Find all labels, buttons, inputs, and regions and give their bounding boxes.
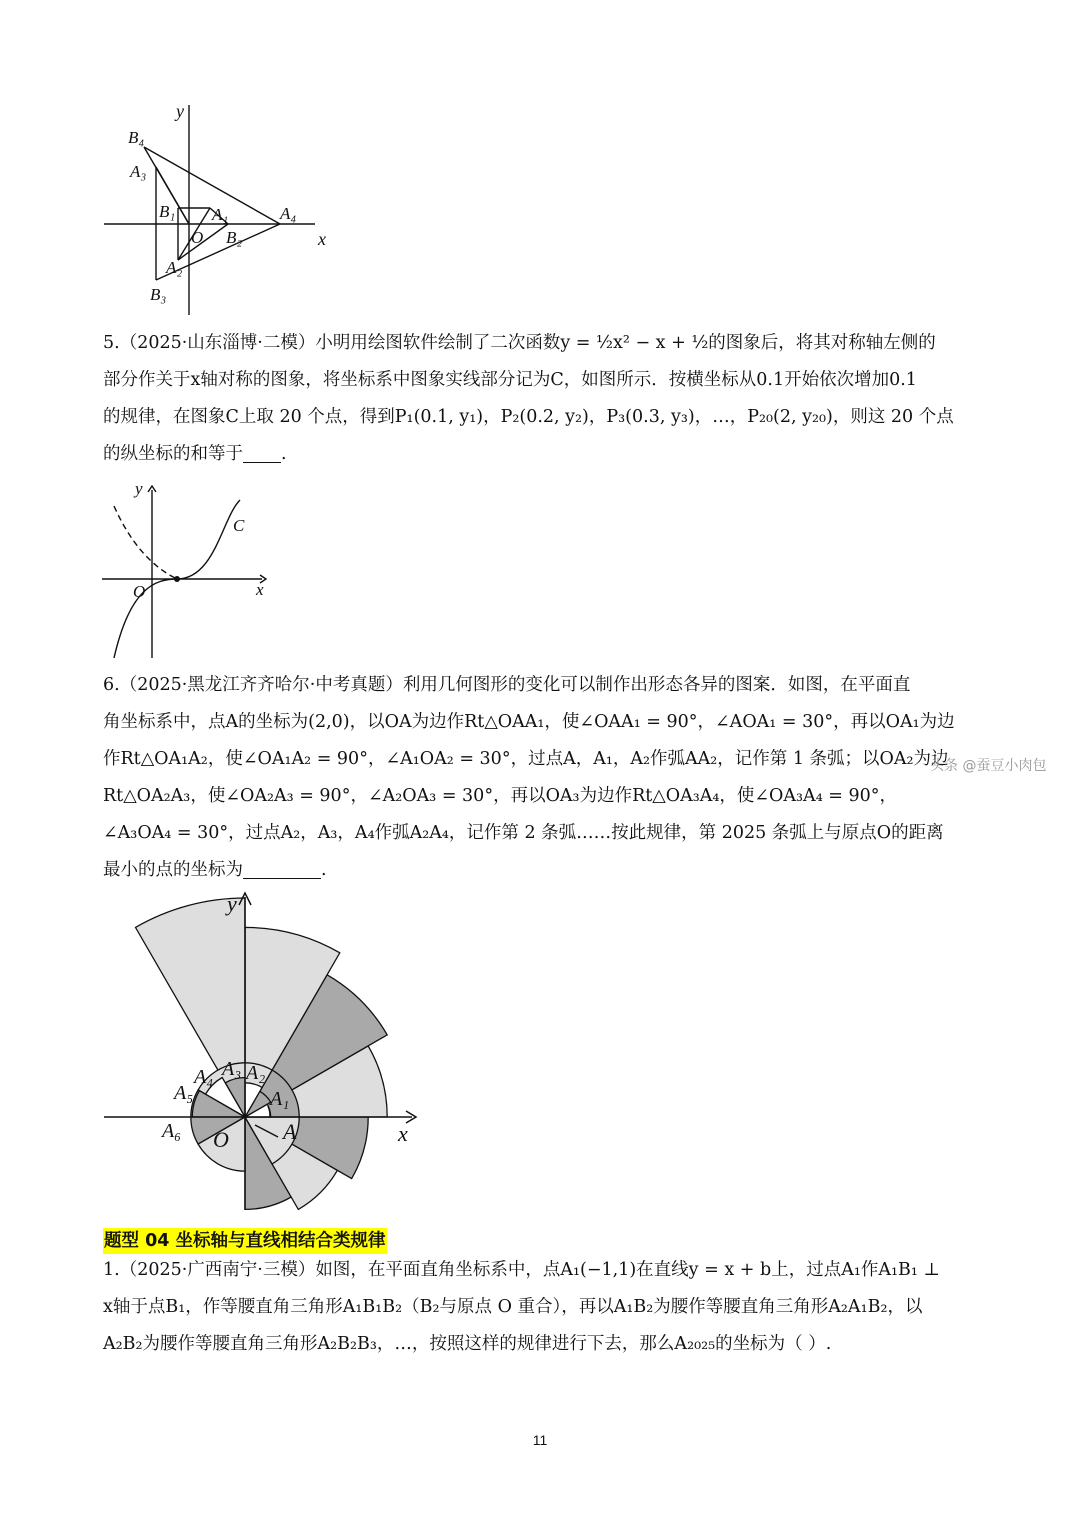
label-y: y xyxy=(176,101,184,121)
answer-blank-5[interactable] xyxy=(243,442,281,463)
section-heading: 题型 04 坐标轴与直线相结合类规律 xyxy=(103,1228,387,1254)
problem-5-line-1: 5.（2025·山东淄博·二模）小明用绘图软件绘制了二次函数y = ½x² − x + ½的图象后，将其对称轴左侧的 xyxy=(103,333,936,353)
label-a6: A₆ xyxy=(162,1120,182,1142)
problem-6-line-3: 作Rt△OA₁A₂，使∠OA₁A₂ = 90°，∠A₁OA₂ = 30°，过点A，A₁，A₂作弧AA₂，记作第 1 条弧；以OA₂为边 xyxy=(103,749,949,769)
label-y: y xyxy=(227,891,237,916)
problem-6-line-2: 角坐标系中，点A的坐标为(2,0)，以OA为边作Rt△OAA₁，使∠OAA₁ = 90°，∠AOA₁ = 30°，再以OA₁为边 xyxy=(103,712,955,732)
problem-6-tail: . xyxy=(321,860,327,880)
label-b4: B₄ xyxy=(128,128,145,147)
problem-6-line-6-text: 最小的点的坐标为 xyxy=(103,860,243,880)
label-a: A xyxy=(283,1119,297,1144)
label-b1: B₁ xyxy=(159,202,176,221)
problem-1 xyxy=(103,1252,983,1363)
problem-6-line-5: ∠A₃OA₄ = 30°，过点A₂，A₃，A₄作弧A₂A₄，记作第 2 条弧……按此规律，第 2025 条弧上与原点O的距离 xyxy=(103,823,944,843)
vertex-point xyxy=(174,576,180,582)
label-a3: A₃ xyxy=(222,1058,242,1080)
page-number: 11 xyxy=(532,1432,548,1448)
figure-parabola-c xyxy=(100,478,275,660)
problem-1-line-1: 1.（2025·广西南宁·三模）如图，在平面直角坐标系中，点A₁(−1,1)在直线y = x + b上，过点A₁作A₁B₁ ⊥ xyxy=(103,1260,940,1280)
figure-2-svg xyxy=(100,478,275,660)
label-a4: A₄ xyxy=(194,1066,214,1088)
problem-5-line-2: 部分作关于x轴对称的图象，将坐标系中图象实线部分记为C，如图所示．按横坐标从0.1开始依次增加0.1 xyxy=(103,370,917,390)
figure-sector-spiral xyxy=(100,885,430,1215)
label-o: O xyxy=(191,228,204,247)
problem-6-line-1: 6.（2025·黑龙江齐齐哈尔·中考真题）利用几何图形的变化可以制作出形态各异的图案．如图，在平面直 xyxy=(103,675,911,695)
label-x: x xyxy=(318,229,326,249)
answer-blank-6[interactable] xyxy=(243,858,321,879)
label-a1: A₁ xyxy=(270,1088,290,1110)
problem-5-tail: . xyxy=(281,444,287,464)
problem-5-line-4 xyxy=(103,436,983,473)
label-o: O xyxy=(213,1127,229,1152)
watermark: 头条 @蚕豆小肉包 xyxy=(930,758,1047,774)
curve-c-reflected xyxy=(114,579,177,658)
label-x: x xyxy=(256,580,264,599)
label-b3: B₃ xyxy=(150,285,167,304)
figure-3-svg xyxy=(100,885,430,1215)
label-a1: A₁ xyxy=(212,205,229,224)
problem-1-line-2: x轴于点B₁，作等腰直角三角形A₁B₁B₂（B₂与原点 O 重合），再以A₁B₂为腰作等腰直角三角形A₂A₁B₂，以 xyxy=(103,1297,923,1317)
problem-5-line-4-text: 的纵坐标的和等于 xyxy=(103,444,243,464)
curve-c-right xyxy=(177,500,240,579)
problem-1-line-3: A₂B₂为腰作等腰直角三角形A₂B₂B₃，…，按照这样的规律进行下去，那么A₂₀₂₅的坐标为（ ）. xyxy=(103,1334,832,1354)
problem-6 xyxy=(103,667,983,889)
problem-6-line-4: Rt△OA₂A₃，使∠OA₂A₃ = 90°，∠A₂OA₃ = 30°，再以OA₃为边作Rt△OA₃A₄，使∠OA₃A₄ = 90°， xyxy=(103,786,898,806)
label-x: x xyxy=(398,1121,408,1146)
label-a5: A₅ xyxy=(174,1082,194,1104)
label-a3: A₃ xyxy=(130,162,147,181)
label-a2: A₂ xyxy=(246,1062,266,1084)
problem-5 xyxy=(103,325,983,473)
problem-5-line-3: 的规律，在图象C上取 20 个点，得到P₁(0.1, y₁)，P₂(0.2, y₂)，P₃(0.3, y₃)，…，P₂₀(2, y₂₀)，则这 20 个点 xyxy=(103,407,954,427)
label-a4: A₄ xyxy=(280,204,297,223)
label-c: C xyxy=(233,516,245,535)
problem-6-line-6 xyxy=(103,852,983,889)
label-y: y xyxy=(135,479,143,498)
figure-triangle-spiral xyxy=(100,95,340,320)
label-b2: B₂ xyxy=(226,228,243,247)
dashed-parabola-left xyxy=(114,506,177,579)
label-o: O xyxy=(133,582,146,601)
figure-1-svg xyxy=(100,95,340,320)
label-a2: A₂ xyxy=(166,258,183,277)
